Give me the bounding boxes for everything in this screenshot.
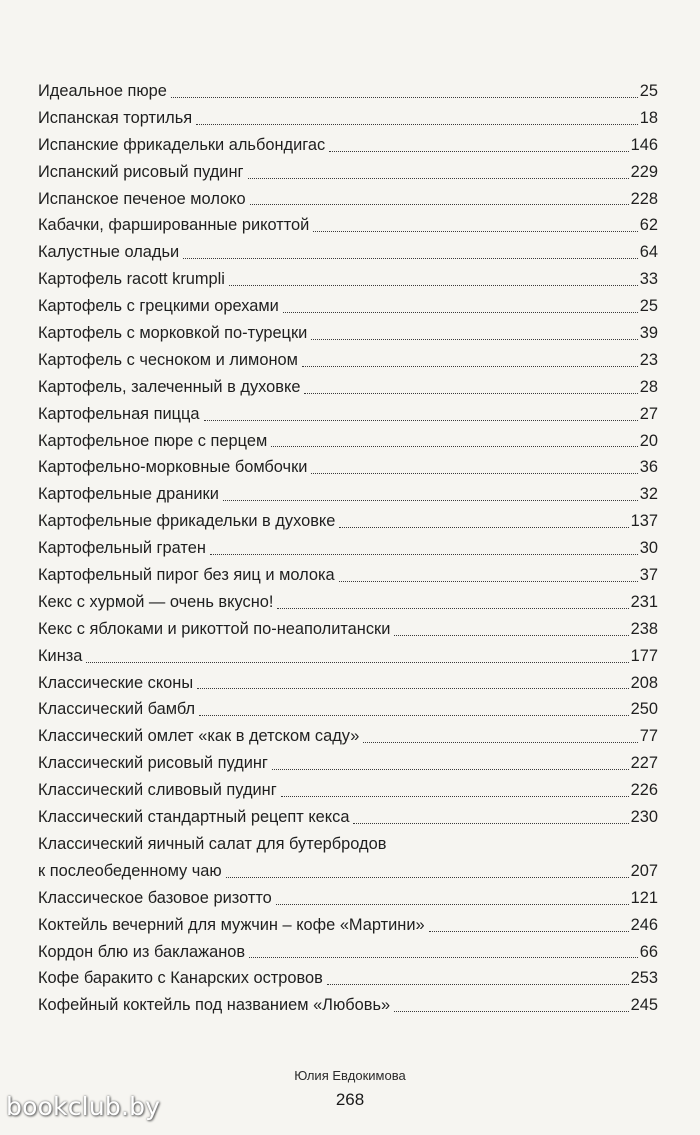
dot-leader	[311, 473, 637, 474]
dot-leader	[226, 877, 629, 878]
toc-entry-title: к послеобеденному чаю	[38, 861, 222, 880]
toc-entry-page: 227	[630, 754, 658, 773]
toc-entry	[38, 212, 658, 239]
toc-entry-page: 238	[630, 619, 658, 638]
dot-leader	[196, 124, 638, 125]
dot-leader	[311, 339, 637, 340]
toc-entry	[38, 643, 658, 670]
watermark: bookclub.by	[6, 1092, 161, 1121]
toc-entry-title: Кордон блю из баклажанов	[38, 942, 246, 961]
dot-leader	[210, 554, 638, 555]
toc-entry-page: 77	[639, 727, 658, 746]
toc-entry-title: Классический бамбл	[38, 700, 196, 719]
toc-entry	[38, 858, 658, 885]
dot-leader	[250, 204, 629, 205]
dot-leader	[394, 635, 628, 636]
toc-entry-title: Картофельные фрикадельки в духовке	[38, 512, 336, 531]
toc-entry	[38, 481, 658, 508]
toc-entry	[38, 589, 658, 616]
dot-leader	[223, 500, 638, 501]
dot-leader	[313, 231, 637, 232]
dot-leader	[249, 957, 638, 958]
toc-entry-title: Классический рисовый пудинг	[38, 754, 268, 773]
toc-entry-page: 36	[639, 458, 658, 477]
toc-entry-page: 28	[639, 377, 658, 396]
toc-entry-page: 66	[639, 942, 658, 961]
toc-entry-page: 226	[630, 781, 658, 800]
toc-entry-page: 245	[630, 996, 658, 1015]
toc-entry	[38, 670, 658, 697]
toc-entry-title: Картофельный пирог без яиц и молока	[38, 566, 335, 585]
dot-leader	[339, 527, 628, 528]
toc-entry	[38, 831, 658, 858]
toc-entry	[38, 777, 658, 804]
toc-entry-title: Испанские фрикадельки альбондигас	[38, 135, 326, 154]
toc-entry-title: Кекс с яблоками и рикоттой по-неаполитански	[38, 619, 391, 638]
toc-entry-title: Классический стандартный рецепт кекса	[38, 808, 350, 827]
toc-entry	[38, 186, 658, 213]
toc-entry-page: 207	[630, 861, 658, 880]
page-number: 268	[335, 1090, 365, 1109]
toc-entry-title: Картофельные драники	[38, 485, 219, 504]
toc-entry	[38, 562, 658, 589]
toc-entry-page: 121	[630, 888, 658, 907]
toc-entry	[38, 320, 658, 347]
toc-entry-page: 246	[630, 915, 658, 934]
dot-leader	[248, 178, 629, 179]
toc-entry-page: 208	[630, 673, 658, 692]
toc-entry-title: Кофе баракито с Канарских островов	[38, 969, 323, 988]
toc-entry	[38, 750, 658, 777]
toc-entry	[38, 992, 658, 1019]
toc-entry	[38, 159, 658, 186]
toc-entry-title: Классический омлет «как в детском саду»	[38, 727, 360, 746]
toc-entry-title: Испанская тортилья	[38, 108, 193, 127]
toc-entry-page: 64	[639, 243, 658, 262]
dot-leader	[199, 715, 629, 716]
toc-entry-page: 229	[630, 162, 658, 181]
dot-leader	[283, 312, 638, 313]
toc-entry	[38, 374, 658, 401]
dot-leader	[86, 662, 628, 663]
toc-entry	[38, 428, 658, 455]
toc-entry-page: 32	[639, 485, 658, 504]
toc-entry	[38, 939, 658, 966]
toc-entry-page: 39	[639, 324, 658, 343]
dot-leader	[204, 420, 638, 421]
toc-entry	[38, 804, 658, 831]
dot-leader	[363, 742, 637, 743]
dot-leader	[429, 931, 629, 932]
dot-leader	[183, 258, 638, 259]
dot-leader	[277, 608, 628, 609]
dot-leader	[271, 446, 638, 447]
dot-leader	[302, 366, 638, 367]
toc-entry-title: Картофельный гратен	[38, 539, 206, 558]
toc-entry-title: Картофельное пюре с перцем	[38, 431, 268, 450]
toc-entry	[38, 239, 658, 266]
toc-entry-page: 18	[639, 108, 658, 127]
toc-entry-title: Картофельно-морковные бомбочки	[38, 458, 308, 477]
toc-entry-title: Картофель racott krumpli	[38, 270, 225, 289]
toc-entry-title: Картофель, залеченный в духовке	[38, 377, 301, 396]
dot-leader	[304, 393, 637, 394]
toc-entry-page: 253	[630, 969, 658, 988]
toc-entry-title: Картофель с грецкими орехами	[38, 297, 279, 316]
toc-entry-page: 30	[639, 539, 658, 558]
toc-entry-title: Картофель с морковкой по-турецки	[38, 324, 308, 343]
dot-leader	[353, 823, 628, 824]
toc-entry	[38, 78, 658, 105]
dot-leader	[229, 285, 638, 286]
toc-entry-title: Кабачки, фаршированные рикоттой	[38, 216, 310, 235]
toc-entry-page: 231	[630, 592, 658, 611]
toc-entry-title: Классический яичный салат для бутербродов	[38, 834, 387, 853]
toc-entry-title: Классические сконы	[38, 673, 194, 692]
toc-entry-title: Испанское печеное молоко	[38, 189, 246, 208]
toc-entry-title: Испанский рисовый пудинг	[38, 162, 244, 181]
toc-entry-title: Идеальное пюре	[38, 82, 167, 100]
toc-entry	[38, 132, 658, 159]
toc-entry	[38, 723, 658, 750]
toc-entry	[38, 401, 658, 428]
toc-entry-page: 228	[630, 189, 658, 208]
toc-entry-title: Классическое базовое ризотто	[38, 888, 272, 907]
dot-leader	[276, 904, 629, 905]
toc-entry-page: 250	[630, 700, 658, 719]
toc-entry	[38, 508, 658, 535]
toc-entry	[38, 696, 658, 723]
toc-entry-page: 23	[639, 350, 658, 369]
toc-entry	[38, 347, 658, 374]
dot-leader	[339, 581, 638, 582]
toc-entry-page: 146	[630, 135, 658, 154]
dot-leader	[197, 688, 629, 689]
toc-entry-page: 37	[639, 566, 658, 585]
toc-entry	[38, 535, 658, 562]
toc-entry	[38, 105, 658, 132]
toc-entry	[38, 912, 658, 939]
table-of-contents	[38, 78, 658, 1019]
toc-entry-page: 25	[639, 82, 658, 100]
toc-entry-title: Коктейль вечерний для мужчин – кофе «Мартини»	[38, 915, 425, 934]
toc-entry-page: 33	[639, 270, 658, 289]
toc-entry	[38, 616, 658, 643]
dot-leader	[281, 796, 629, 797]
toc-entry-title: Картофель с чесноком и лимоном	[38, 350, 298, 369]
toc-entry-page: 25	[639, 297, 658, 316]
toc-entry-page: 137	[630, 512, 658, 531]
toc-entry-title: Классический сливовый пудинг	[38, 781, 277, 800]
toc-entry	[38, 885, 658, 912]
toc-entry-page: 62	[639, 216, 658, 235]
dot-leader	[327, 984, 629, 985]
toc-entry-title: Кекс с хурмой — очень вкусно!	[38, 592, 274, 611]
toc-entry-title: Кинза	[38, 646, 83, 665]
toc-entry	[38, 965, 658, 992]
toc-entry	[38, 293, 658, 320]
dot-leader	[329, 151, 628, 152]
dot-leader	[394, 1011, 629, 1012]
toc-entry-title: Калустные оладьи	[38, 243, 180, 262]
toc-entry-page: 27	[639, 404, 658, 423]
toc-entry-page: 20	[639, 431, 658, 450]
toc-entry	[38, 454, 658, 481]
toc-entry-page: 177	[630, 646, 658, 665]
toc-entry-title: Кофейный коктейль под названием «Любовь»	[38, 996, 391, 1015]
toc-entry	[38, 266, 658, 293]
dot-leader	[272, 769, 629, 770]
toc-entry-title: Картофельная пицца	[38, 404, 200, 423]
toc-entry-page: 230	[630, 808, 658, 827]
footer-author: Юлия Евдокимова	[294, 1068, 406, 1083]
dot-leader	[171, 97, 638, 98]
